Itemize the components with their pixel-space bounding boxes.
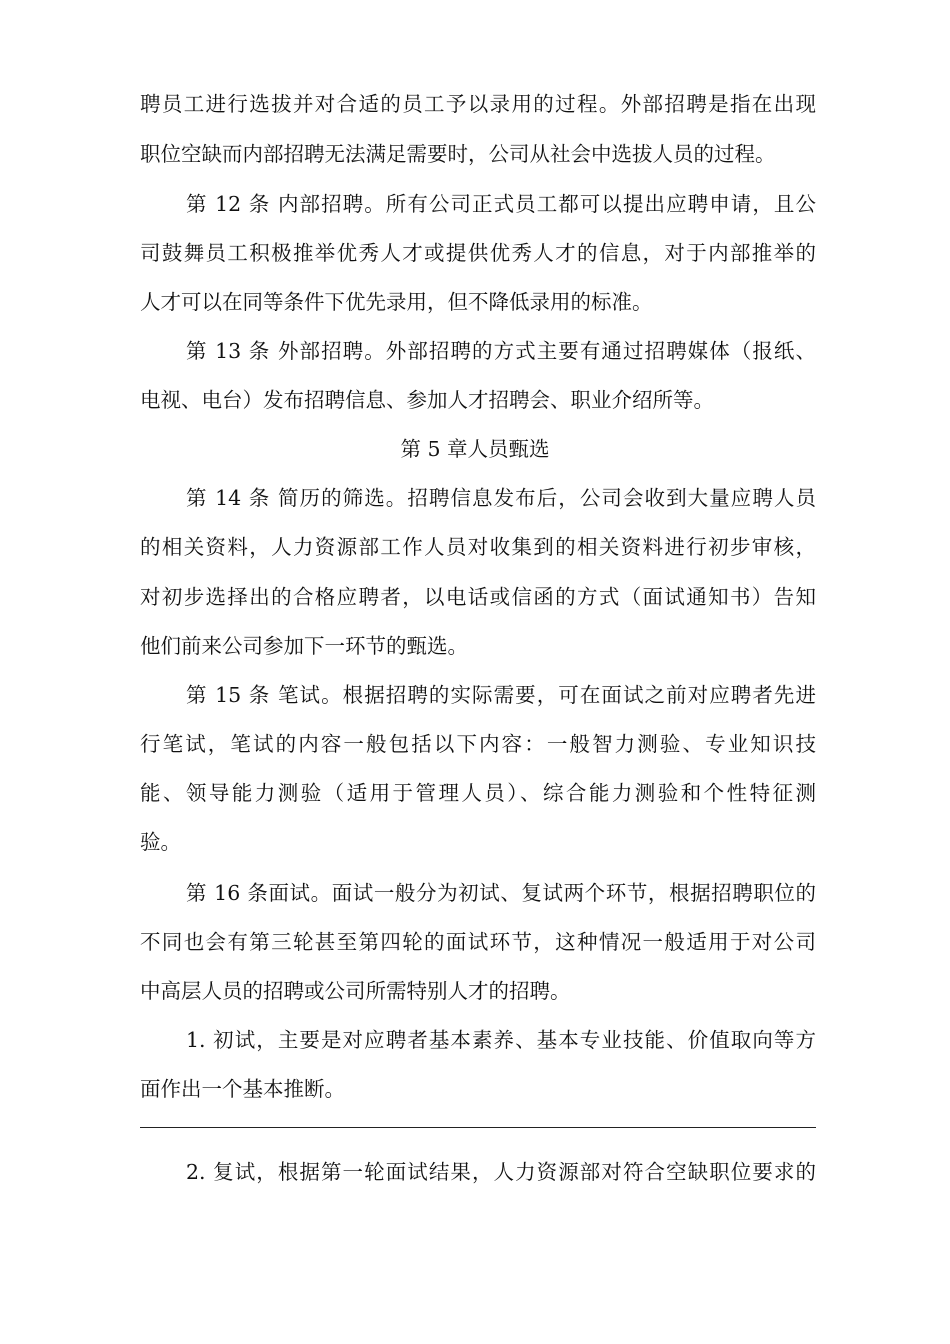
article-16-line: 不同也会有第三轮甚至第四轮的面试环节，这种情况一般适用于对公司 — [140, 930, 816, 954]
article-14-line: 他们前来公司参加下一环节的甄选。 — [140, 634, 468, 658]
article-16-line: 中高层人员的招聘或公司所需特别人才的招聘。 — [140, 979, 571, 1003]
list-item-2-line: 2. 复试，根据第一轮面试结果，人力资源部对符合空缺职位要求的 — [186, 1160, 816, 1184]
list-item-1-line: 面作出一个基本推断。 — [140, 1077, 345, 1101]
article-12-line: 第 12 条 内部招聘。所有公司正式员工都可以提出应聘申请，且公 — [186, 192, 816, 216]
list-item-1-line: 1. 初试，主要是对应聘者基本素养、基本专业技能、价值取向等方 — [186, 1028, 816, 1052]
article-12-line: 人才可以在同等条件下优先录用，但不降低录用的标准。 — [140, 290, 653, 314]
paragraph-line: 职位空缺而内部招聘无法满足需要时，公司从社会中选拔人员的过程。 — [140, 142, 776, 166]
article-13-line: 第 13 条 外部招聘。外部招聘的方式主要有通过招聘媒体（报纸、 — [186, 339, 816, 363]
article-14-line: 的相关资料，人力资源部工作人员对收集到的相关资料进行初步审核， — [140, 535, 816, 559]
chapter-heading: 第 5 章人员甄选 — [400, 437, 550, 461]
article-15-line: 行笔试，笔试的内容一般包括以下内容：一般智力测验、专业知识技 — [140, 732, 816, 756]
article-15-line: 验。 — [140, 830, 181, 854]
article-15-line: 能、领导能力测验（适用于管理人员）、综合能力测验和个性特征测 — [140, 781, 816, 805]
paragraph-line: 聘员工进行选拔并对合适的员工予以录用的过程。外部招聘是指在出现 — [140, 92, 816, 116]
page-break-divider — [140, 1127, 816, 1128]
article-15-line: 第 15 条 笔试。根据招聘的实际需要，可在面试之前对应聘者先进 — [186, 683, 816, 707]
article-12-line: 司鼓舞员工积极推举优秀人才或提供优秀人才的信息，对于内部推举的 — [140, 241, 816, 265]
article-13-line: 电视、电台）发布招聘信息、参加人才招聘会、职业介绍所等。 — [140, 388, 714, 412]
article-16-line: 第 16 条面试。面试一般分为初试、复试两个环节，根据招聘职位的 — [186, 881, 816, 905]
article-14-line: 第 14 条 简历的筛选。招聘信息发布后，公司会收到大量应聘人员 — [186, 486, 816, 510]
article-14-line: 对初步选择出的合格应聘者，以电话或信函的方式（面试通知书）告知 — [140, 585, 816, 609]
